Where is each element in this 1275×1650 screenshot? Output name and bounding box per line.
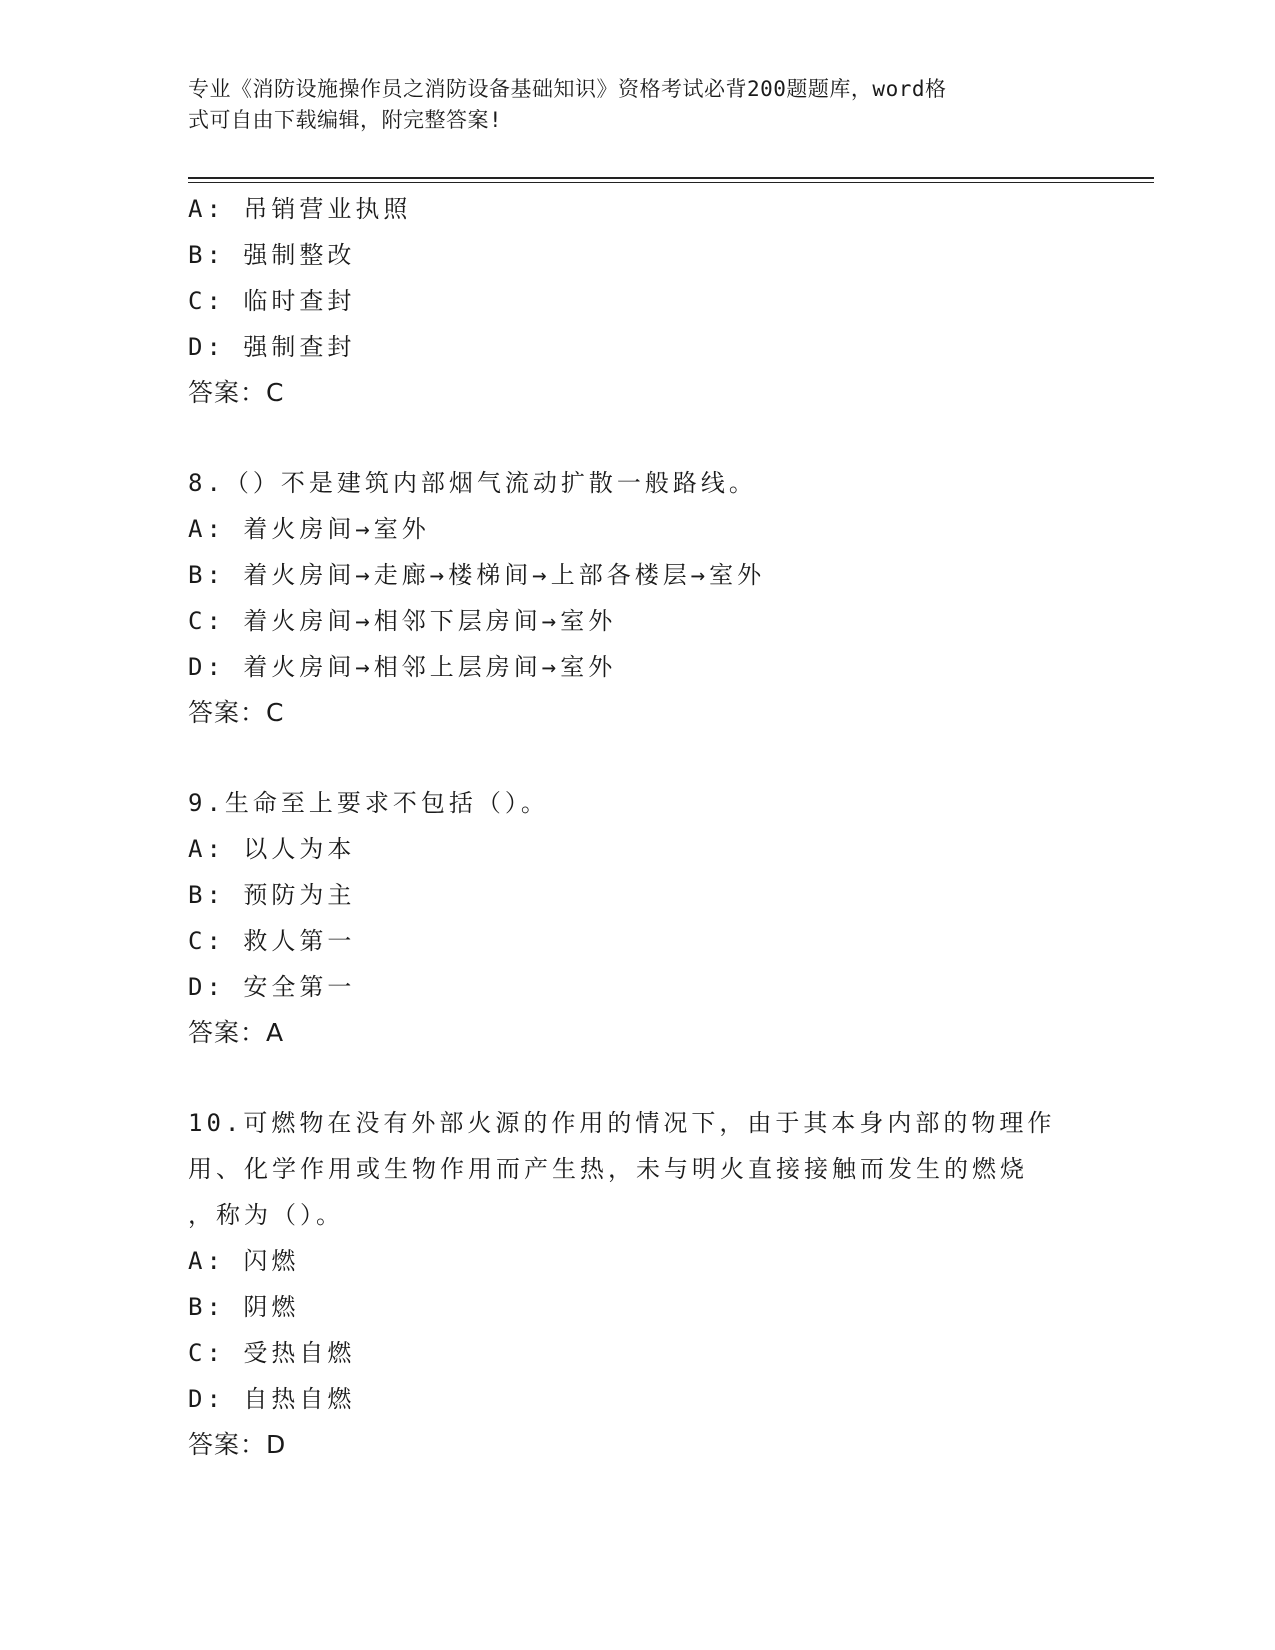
question-text: 8.（）不是建筑内部烟气流动扩散一般路线。 <box>188 469 757 497</box>
option-d: D: 着火房间→相邻上层房间→室外 <box>188 653 617 681</box>
question-text: 9.生命至上要求不包括（）。 <box>188 789 549 817</box>
option-c: C: 临时查封 <box>188 287 356 315</box>
option-d: D: 自热自燃 <box>188 1385 356 1413</box>
option-b: B: 着火房间→走廊→楼梯间→上部各楼层→室外 <box>188 561 766 589</box>
question-text-line-3: ，称为（）。 <box>188 1201 344 1229</box>
question-block-8 <box>188 460 1088 736</box>
spacer <box>188 416 1088 460</box>
spacer <box>188 1056 1088 1100</box>
question-text-line-2: 用、化学作用或生物作用而产生热，未与明火直接接触而发生的燃烧 <box>188 1155 1028 1183</box>
spacer <box>188 736 1088 780</box>
option-c: C: 救人第一 <box>188 927 356 955</box>
question-list <box>188 186 1088 1468</box>
option-a: A: 闪燃 <box>188 1247 300 1275</box>
document-header <box>188 74 1088 136</box>
answer-line: 答案：C <box>188 698 285 727</box>
answer-line: 答案：D <box>188 1430 287 1459</box>
header-line-1: 专业《消防设施操作员之消防设备基础知识》资格考试必背200题题库，word格 <box>188 77 947 101</box>
option-a: A: 吊销营业执照 <box>188 195 412 223</box>
option-c: C: 受热自燃 <box>188 1339 356 1367</box>
question-block-10 <box>188 1100 1088 1468</box>
question-block-9 <box>188 780 1088 1056</box>
question-text-line-1: 10.可燃物在没有外部火源的作用的情况下，由于其本身内部的物理作 <box>188 1109 1056 1137</box>
answer-line: 答案：C <box>188 378 285 407</box>
option-a: A: 以人为本 <box>188 835 356 863</box>
question-block-7 <box>188 186 1088 416</box>
option-d: D: 强制查封 <box>188 333 356 361</box>
option-d: D: 安全第一 <box>188 973 356 1001</box>
option-b: B: 强制整改 <box>188 241 356 269</box>
header-line-2: 式可自由下载编辑，附完整答案! <box>188 108 503 132</box>
option-b: B: 预防为主 <box>188 881 356 909</box>
option-b: B: 阴燃 <box>188 1293 300 1321</box>
option-c: C: 着火房间→相邻下层房间→室外 <box>188 607 617 635</box>
header-rule-thick <box>188 177 1154 179</box>
answer-line: 答案：A <box>188 1018 285 1047</box>
option-a: A: 着火房间→室外 <box>188 515 430 543</box>
header-rule-thin <box>188 182 1154 183</box>
